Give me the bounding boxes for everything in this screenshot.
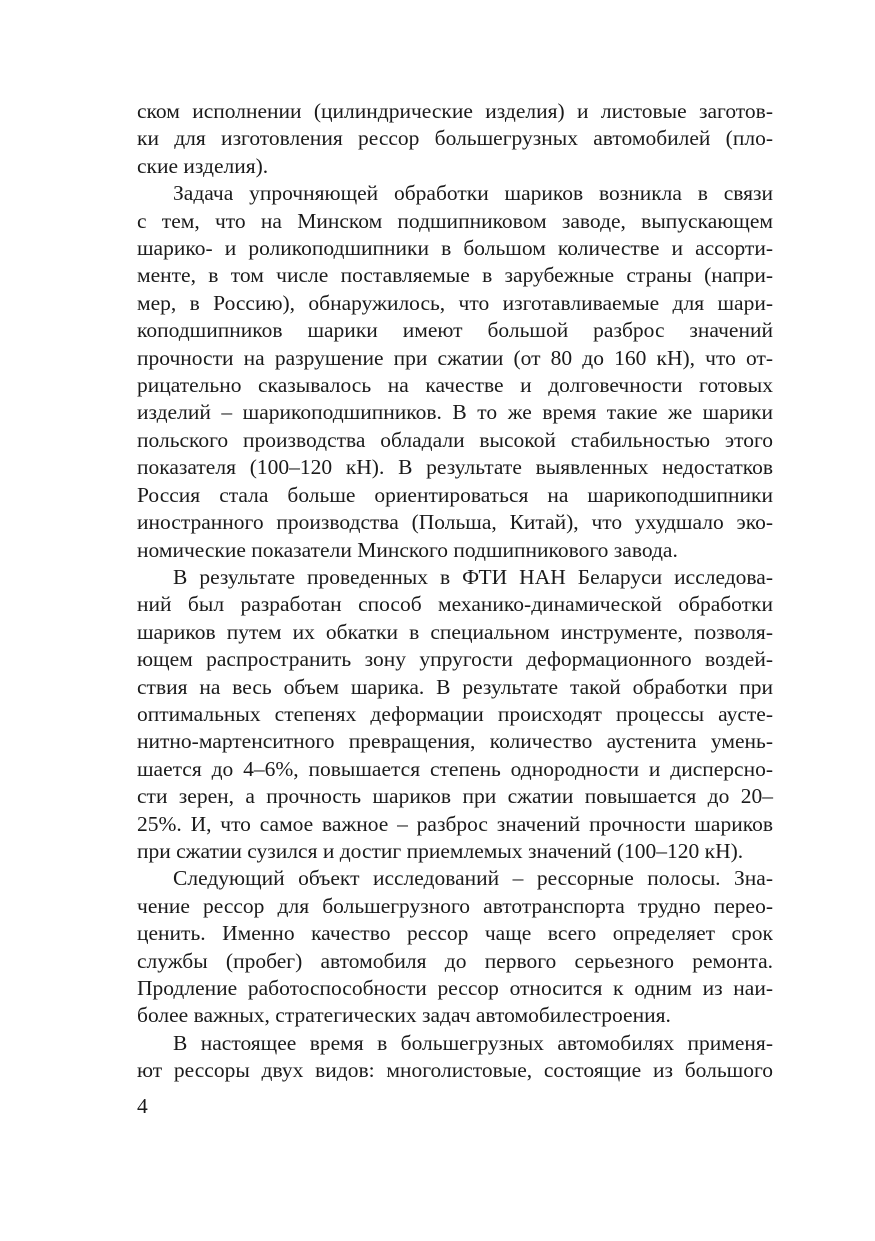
text-line: сти зерен, а прочность шариков при сжатии повышается до 20–: [137, 784, 773, 809]
text-line: шарико- и роликоподшипники в большом количестве и ассорти-: [137, 236, 773, 261]
text-line: ском исполнении (цилиндрические изделия) и листовые заготов-: [137, 99, 773, 123]
text-line: Следующий объект исследований – рессорные полосы. Зна-: [173, 866, 773, 891]
text-line: иностранного производства (Польша, Китай), что ухудшало эко-: [137, 510, 773, 535]
text-line: мер, в Россию), обнаружилось, что изготавливаемые для шари-: [137, 290, 773, 315]
text-line: рицательно сказывалось на качестве и долговечности готовых: [137, 373, 773, 398]
text-line: прочности на разрушение при сжатии (от 80 до 160 кН), что от-: [137, 345, 773, 370]
text-line: ские изделия).: [137, 153, 269, 178]
paragraph-1: [137, 98, 773, 180]
text-line: менте, в том числе поставляемые в зарубежные страны (напри-: [137, 263, 773, 288]
text-line: ки для изготовления рессор большегрузных автомобилей (пло-: [137, 126, 773, 151]
text-line: В результате проведенных в ФТИ НАН Беларуси исследова-: [173, 564, 773, 589]
page-number: 4: [137, 1094, 148, 1118]
page-body: [137, 98, 773, 1085]
paragraph-3: [137, 564, 773, 865]
paragraph-5: [137, 1030, 773, 1085]
paragraph-4: [137, 865, 773, 1029]
text-line: ценить. Именно качество рессор чаще всего определяет срок: [137, 921, 773, 946]
text-line: шается до 4–6%, повышается степень однородности и дисперсно-: [137, 756, 773, 781]
text-line: ний был разработан способ механико-динамической обработки: [137, 592, 773, 617]
text-line: 25%. И, что самое важное – разброс значений прочности шариков: [137, 811, 773, 836]
text-line: Россия стала больше ориентироваться на шарикоподшипники: [137, 482, 773, 507]
text-line: польского производства обладали высокой стабильностью этого: [137, 427, 773, 452]
text-line: с тем, что на Минском подшипниковом заводе, выпускающем: [137, 208, 773, 233]
text-line: шариков путем их обкатки в специальном инструменте, позволя-: [137, 619, 773, 644]
text-line: показателя (100–120 кН). В результате выявленных недостатков: [137, 455, 773, 480]
text-line: службы (пробег) автомобиля до первого серьезного ремонта.: [137, 948, 773, 973]
text-line: Задача упрочняющей обработки шариков возникла в связи: [173, 181, 773, 206]
text-line: ют рессоры двух видов: многолистовые, состоящие из большого: [137, 1058, 773, 1083]
text-line: оптимальных степенях деформации происходят процессы аусте-: [137, 701, 773, 726]
text-line: коподшипников шарики имеют большой разброс значений: [137, 318, 773, 343]
text-line: более важных, стратегических задач автомобилестроения.: [137, 1003, 671, 1028]
text-line: чение рессор для большегрузного автотранспорта трудно перео-: [137, 893, 773, 918]
text-line: В настоящее время в большегрузных автомобилях применя-: [173, 1030, 773, 1055]
text-line: нитно-мартенситного превращения, количество аустенита умень-: [137, 729, 773, 754]
text-line: ствия на весь объем шарика. В результате такой обработки при: [137, 674, 773, 699]
text-line: при сжатии сузился и достиг приемлемых значений (100–120 кН).: [137, 838, 744, 863]
text-line: номические показатели Минского подшипникового завода.: [137, 537, 678, 562]
text-line: Продление работоспособности рессор относится к одним из наи-: [137, 976, 773, 1000]
text-line: изделий – шарикоподшипников. В то же время такие же шарики: [137, 400, 773, 425]
text-line: ющем распространить зону упругости деформационного воздей-: [137, 647, 773, 672]
paragraph-2: [137, 180, 773, 564]
